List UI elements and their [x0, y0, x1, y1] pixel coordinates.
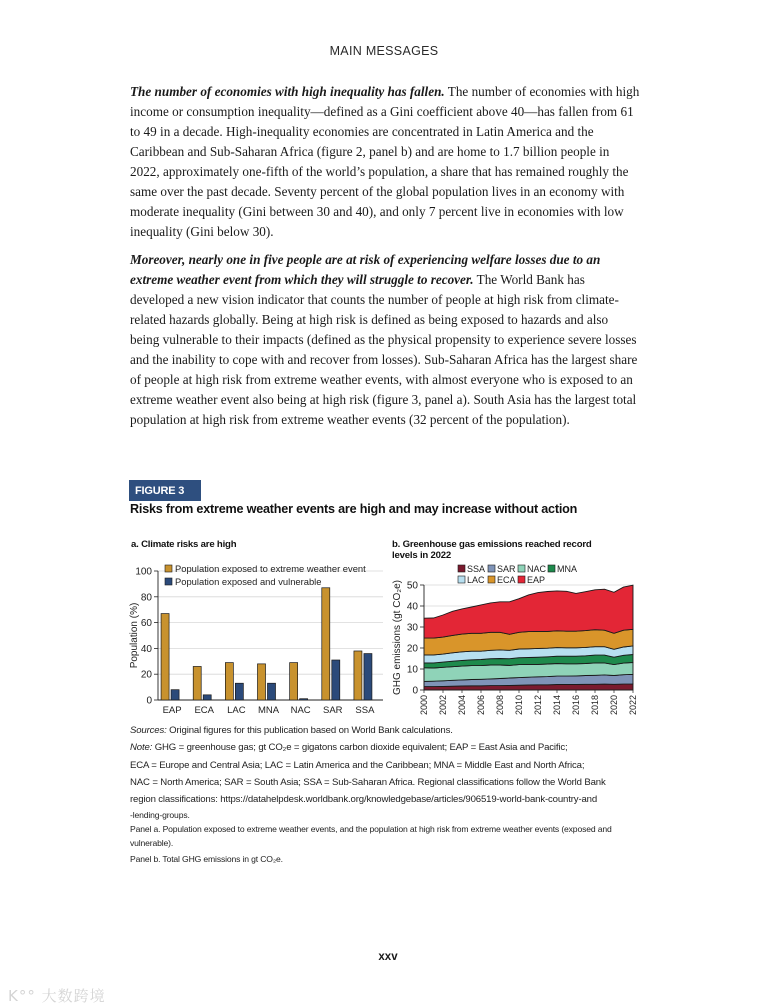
paragraph-lead: The number of economies with high inequality has fallen. — [130, 84, 445, 99]
paragraph-body: The number of economies with high income or consumption inequality—defined as a Gini coefficient above 40—has fallen from 61 to 49 in a decade. High-inequality economies are concentrated in Latin America and the Caribbean and Sub-Saharan Africa (figure 2, panel b) and are home to 1.7 billion people in 2022, approximately one-fifth of the world’s population, a share that has remained roughly the same over the past decade. Seventy percent of the global population lives in an economy with moderate inequality (Gini between 30 and 40), and only 7 percent live in economies with low inequality (Gini below 30). — [130, 84, 640, 239]
svg-text:Population exposed to extreme: Population exposed to extreme weather event — [175, 563, 366, 574]
bar-nac-exposed — [290, 663, 298, 700]
svg-text:2018: 2018 — [590, 695, 600, 716]
y-axis-label: Population (%) — [129, 602, 140, 669]
svg-text:2004: 2004 — [457, 695, 467, 716]
svg-text:40: 40 — [406, 601, 418, 613]
svg-text:ECA: ECA — [497, 575, 516, 585]
bar-eca-vulnerable — [203, 695, 211, 700]
svg-text:2008: 2008 — [495, 695, 505, 716]
figure-notes — [130, 722, 650, 866]
svg-text:100: 100 — [135, 566, 152, 578]
paragraph-lead: Moreover, nearly one in five people are at risk of experiencing welfare losses due to an extreme weather event from which they will struggle to recover. — [130, 252, 601, 287]
bar-lac-vulnerable — [235, 683, 243, 700]
svg-text:SAR: SAR — [323, 705, 343, 716]
svg-text:20: 20 — [406, 643, 418, 655]
svg-text:NAC: NAC — [290, 705, 311, 716]
panel-a-note: Panel a. Population exposed to extreme weather events, and the population at high risk from extreme weather events (exposed and vulnerable). — [130, 824, 612, 849]
paragraph-climate-risk — [130, 250, 640, 430]
note-line: -lending-groups. — [130, 810, 190, 821]
svg-text:ECA: ECA — [194, 705, 214, 716]
y-axis-label: GHG emissions (gt CO₂e) — [392, 579, 403, 696]
sources-note: Sources: Original figures for this publication based on World Bank calculations. — [130, 725, 453, 736]
svg-text:0: 0 — [146, 695, 152, 707]
svg-text:NAC: NAC — [527, 564, 547, 574]
svg-text:2002: 2002 — [438, 695, 448, 716]
svg-text:SSA: SSA — [467, 564, 486, 574]
svg-text:40: 40 — [140, 643, 152, 655]
area-chart-ghg-emissions — [388, 560, 643, 720]
paragraph-body: The World Bank has developed a new vision indicator that counts the number of people at high risk from climate-related hazards globally. Being at high risk is defined as being exposed to hazards and also being vulnerable to their impacts (defined as the physical propensity to experience severe losses and the inability to cope with and recover from losses). Sub-Saharan Africa has the largest share of people at high risk from extreme weather events, with almost everyone who is exposed to an extreme weather event also being at high risk (figure 3, panel a). South Asia has the largest total population at high risk from extreme weather events (32 percent of the population). — [130, 272, 638, 427]
svg-text:MNA: MNA — [557, 564, 577, 574]
svg-text:2016: 2016 — [571, 695, 581, 716]
svg-text:80: 80 — [140, 592, 152, 604]
bar-eap-exposed — [161, 614, 169, 700]
svg-text:10: 10 — [406, 664, 418, 676]
svg-text:60: 60 — [140, 618, 152, 630]
bar-nac-vulnerable — [300, 699, 308, 700]
panel-a-title: a. Climate risks are high — [131, 539, 237, 550]
bar-ssa-exposed — [354, 651, 362, 700]
panel-b-note: Panel b. Total GHG emissions in gt CO₂e. — [130, 854, 283, 865]
svg-text:2012: 2012 — [533, 695, 543, 716]
bar-sar-vulnerable — [332, 660, 340, 700]
paragraph-inequality — [130, 82, 640, 242]
svg-text:2022: 2022 — [628, 695, 638, 716]
watermark-logo: K°° 大数跨境 — [8, 987, 106, 1005]
bar-ssa-vulnerable — [364, 654, 372, 700]
svg-text:2010: 2010 — [514, 695, 524, 716]
note-line: NAC = North America; SAR = South Asia; SSA = Sub-Saharan Africa. Regional classifications follow the World Bank — [130, 776, 606, 788]
bar-chart-climate-risks — [125, 558, 387, 718]
bar-mna-vulnerable — [268, 683, 276, 700]
svg-text:2014: 2014 — [552, 695, 562, 716]
svg-text:SSA: SSA — [355, 705, 375, 716]
svg-text:2000: 2000 — [419, 695, 429, 716]
bar-eap-vulnerable — [171, 690, 179, 700]
svg-text:Population exposed and vulnera: Population exposed and vulnerable — [175, 576, 322, 587]
bar-lac-exposed — [225, 663, 233, 700]
bar-eca-exposed — [193, 666, 201, 700]
svg-text:LAC: LAC — [227, 705, 246, 716]
svg-text:50: 50 — [406, 580, 418, 592]
bar-mna-exposed — [258, 664, 266, 700]
bar-sar-exposed — [322, 588, 330, 700]
panel-b-title: b. Greenhouse gas emissions reached record levels in 2022 — [392, 539, 592, 561]
running-head: MAIN MESSAGES — [329, 44, 439, 58]
figure-title: Risks from extreme weather events are high and may increase without action — [130, 502, 578, 516]
figure-tag: FIGURE 3 — [129, 480, 201, 501]
svg-text:MNA: MNA — [257, 705, 280, 716]
svg-text:30: 30 — [406, 622, 418, 634]
svg-text:SAR: SAR — [497, 564, 516, 574]
note-line: ECA = Europe and Central Asia; LAC = Latin America and the Caribbean; MNA = Middle East and North Africa; — [130, 759, 585, 771]
note-line-url: region classifications: https://datahelpdesk.worldbank.org/knowledgebase/articles/906519-world-bank-country-and — [130, 794, 598, 806]
area-eap — [424, 585, 633, 638]
page-number: xxv — [378, 951, 398, 963]
svg-text:0: 0 — [412, 685, 418, 697]
svg-text:20: 20 — [140, 669, 152, 681]
svg-text:2020: 2020 — [609, 695, 619, 716]
svg-text:2006: 2006 — [476, 695, 486, 716]
abbreviation-note: Note: GHG = greenhouse gas; gt CO₂e = gigatons carbon dioxide equivalent; EAP = East Asia and Pacific; — [130, 742, 568, 754]
svg-text:EAP: EAP — [527, 575, 546, 585]
svg-text:LAC: LAC — [467, 575, 485, 585]
svg-text:EAP: EAP — [162, 705, 182, 716]
